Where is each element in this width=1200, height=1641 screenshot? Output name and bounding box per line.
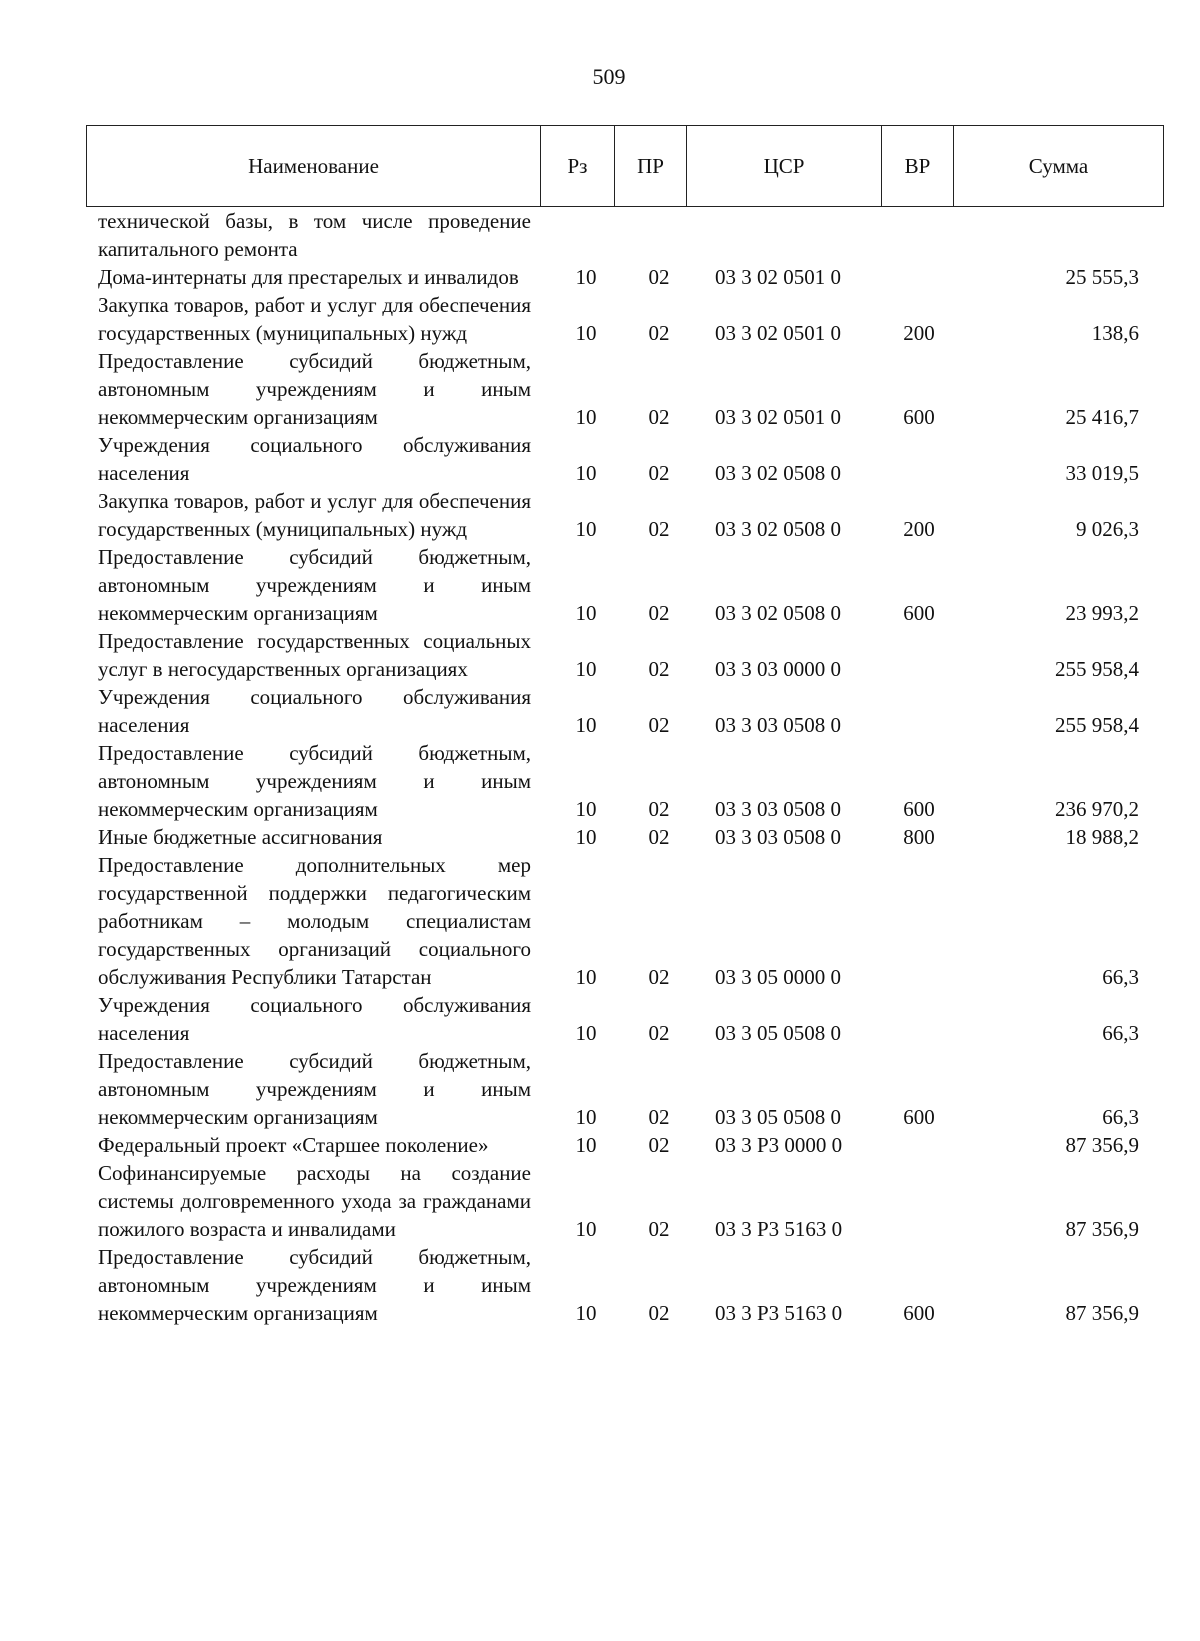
cell-vr: 600 [903, 405, 935, 429]
cell-name: Предоставление субсидий бюджетным, автономным учреждениям и иным некоммерческим организациям [98, 1245, 531, 1325]
cell-csr: 03 3 Р3 5163 0 [715, 1301, 843, 1325]
cell-pr: 02 [648, 1301, 670, 1325]
header-sum: Сумма [1028, 153, 1089, 178]
table-row [0, 207, 1200, 263]
cell-csr: 03 3 03 0508 0 [715, 797, 841, 821]
cell-rz: 10 [575, 825, 597, 849]
cell-sum: 25 416,7 [1065, 405, 1139, 429]
cell-csr: 03 3 02 0508 0 [715, 517, 841, 541]
cell-pr: 02 [648, 1217, 670, 1241]
cell-vr: 600 [903, 797, 935, 821]
cell-sum: 87 356,9 [1065, 1133, 1139, 1157]
cell-name: Предоставление субсидий бюджетным, автономным учреждениям и иным некоммерческим организациям [98, 1049, 531, 1129]
table-row [0, 1243, 1200, 1327]
cell-pr: 02 [648, 713, 670, 737]
header-vr: ВР [882, 126, 954, 206]
cell-csr: 03 3 05 0000 0 [715, 965, 841, 989]
cell-csr: 03 3 03 0000 0 [715, 657, 841, 681]
cell-vr: 600 [903, 1105, 935, 1129]
cell-sum: 87 356,9 [1065, 1217, 1139, 1241]
cell-pr: 02 [648, 657, 670, 681]
table-row [0, 347, 1200, 431]
cell-name: Учреждения социального обслуживания населения [98, 993, 531, 1045]
cell-pr: 02 [648, 265, 670, 289]
cell-sum: 23 993,2 [1065, 601, 1139, 625]
cell-vr: 200 [903, 321, 935, 345]
header-rz: Рз [541, 126, 615, 206]
cell-csr: 03 3 Р3 5163 0 [715, 1217, 843, 1241]
cell-sum: 33 019,5 [1065, 461, 1139, 485]
cell-csr: 03 3 02 0501 0 [715, 321, 841, 345]
header-csr: ЦСР [687, 126, 882, 206]
cell-rz: 10 [575, 657, 597, 681]
table-row [0, 543, 1200, 627]
cell-sum: 138,6 [1091, 321, 1139, 345]
cell-pr: 02 [648, 825, 670, 849]
cell-vr: 600 [903, 601, 935, 625]
cell-rz: 10 [575, 1301, 597, 1325]
cell-name: Закупка товаров, работ и услуг для обеспечения государственных (муниципальных) нужд [98, 293, 531, 345]
cell-csr: 03 3 02 0508 0 [715, 461, 841, 485]
cell-vr: 200 [903, 517, 935, 541]
cell-pr: 02 [648, 517, 670, 541]
table-row [0, 683, 1200, 739]
table-row [0, 991, 1200, 1047]
cell-rz: 10 [575, 713, 597, 737]
cell-name: Учреждения социального обслуживания населения [98, 685, 531, 737]
cell-csr: 03 3 Р3 0000 0 [715, 1133, 843, 1157]
cell-name: Предоставление субсидий бюджетным, автономным учреждениям и иным некоммерческим организациям [98, 545, 531, 625]
cell-name: Закупка товаров, работ и услуг для обеспечения государственных (муниципальных) нужд [98, 489, 531, 541]
cell-rz: 10 [575, 461, 597, 485]
cell-sum: 9 026,3 [1076, 517, 1139, 541]
cell-name: Учреждения социального обслуживания населения [98, 433, 531, 485]
table-row [0, 823, 1200, 851]
cell-pr: 02 [648, 601, 670, 625]
cell-csr: 03 3 02 0501 0 [715, 405, 841, 429]
cell-vr: 800 [903, 825, 935, 849]
table-row [0, 291, 1200, 347]
cell-sum: 87 356,9 [1065, 1301, 1139, 1325]
table-row [0, 263, 1200, 291]
cell-rz: 10 [575, 1021, 597, 1045]
cell-name: Софинансируемые расходы на создание системы долговременного ухода за гражданами пожилого возраста и инвалидами [98, 1161, 531, 1241]
header-name: Наименование [87, 126, 541, 206]
table-row [0, 851, 1200, 991]
cell-pr: 02 [648, 1105, 670, 1129]
cell-rz: 10 [575, 321, 597, 345]
cell-csr: 03 3 05 0508 0 [715, 1105, 841, 1129]
cell-csr: 03 3 02 0508 0 [715, 601, 841, 625]
cell-sum: 18 988,2 [1065, 825, 1139, 849]
cell-rz: 10 [575, 601, 597, 625]
table-row [0, 627, 1200, 683]
cell-sum: 66,3 [1102, 1021, 1139, 1045]
cell-pr: 02 [648, 797, 670, 821]
cell-pr: 02 [648, 1133, 670, 1157]
table-body [0, 207, 1200, 1327]
cell-name: Предоставление субсидий бюджетным, автономным учреждениям и иным некоммерческим организациям [98, 741, 531, 821]
table-row [0, 1159, 1200, 1243]
cell-sum: 255 958,4 [1055, 713, 1139, 737]
cell-pr: 02 [648, 1021, 670, 1045]
table-row [0, 1131, 1200, 1159]
table-row [0, 739, 1200, 823]
cell-csr: 03 3 03 0508 0 [715, 825, 841, 849]
cell-csr: 03 3 02 0501 0 [715, 265, 841, 289]
cell-name: Предоставление субсидий бюджетным, автономным учреждениям и иным некоммерческим организациям [98, 349, 531, 429]
cell-sum: 25 555,3 [1065, 265, 1139, 289]
cell-sum: 66,3 [1102, 965, 1139, 989]
cell-vr: 600 [903, 1301, 935, 1325]
cell-rz: 10 [575, 405, 597, 429]
table-row [0, 1047, 1200, 1131]
cell-rz: 10 [575, 1105, 597, 1129]
cell-name: Дома-интернаты для престарелых и инвалидов [98, 265, 519, 289]
cell-sum: 255 958,4 [1055, 657, 1139, 681]
cell-pr: 02 [648, 965, 670, 989]
cell-csr: 03 3 05 0508 0 [715, 1021, 841, 1045]
cell-pr: 02 [648, 461, 670, 485]
cell-rz: 10 [575, 265, 597, 289]
cell-sum: 66,3 [1102, 1105, 1139, 1129]
cell-name: Предоставление дополнительных мер государственной поддержки педагогическим работникам – молодым специалистам государственных организаций социального обслуживания Республики Татарстан [98, 853, 531, 989]
cell-pr: 02 [648, 405, 670, 429]
cell-csr: 03 3 03 0508 0 [715, 713, 841, 737]
cell-name: технической базы, в том числе проведение капитального ремонта [98, 209, 531, 261]
cell-pr: 02 [648, 321, 670, 345]
header-pr: ПР [615, 126, 687, 206]
cell-sum: 236 970,2 [1055, 797, 1139, 821]
cell-name: Федеральный проект «Старшее поколение» [98, 1133, 489, 1157]
table-row [0, 487, 1200, 543]
cell-rz: 10 [575, 517, 597, 541]
cell-name: Предоставление государственных социальных услуг в негосударственных организациях [98, 629, 531, 681]
cell-rz: 10 [575, 797, 597, 821]
cell-rz: 10 [575, 965, 597, 989]
table-header [86, 125, 1164, 207]
cell-rz: 10 [575, 1217, 597, 1241]
cell-name: Иные бюджетные ассигнования [98, 825, 383, 849]
table-row [0, 431, 1200, 487]
cell-rz: 10 [575, 1133, 597, 1157]
page-number: 509 [592, 64, 626, 89]
